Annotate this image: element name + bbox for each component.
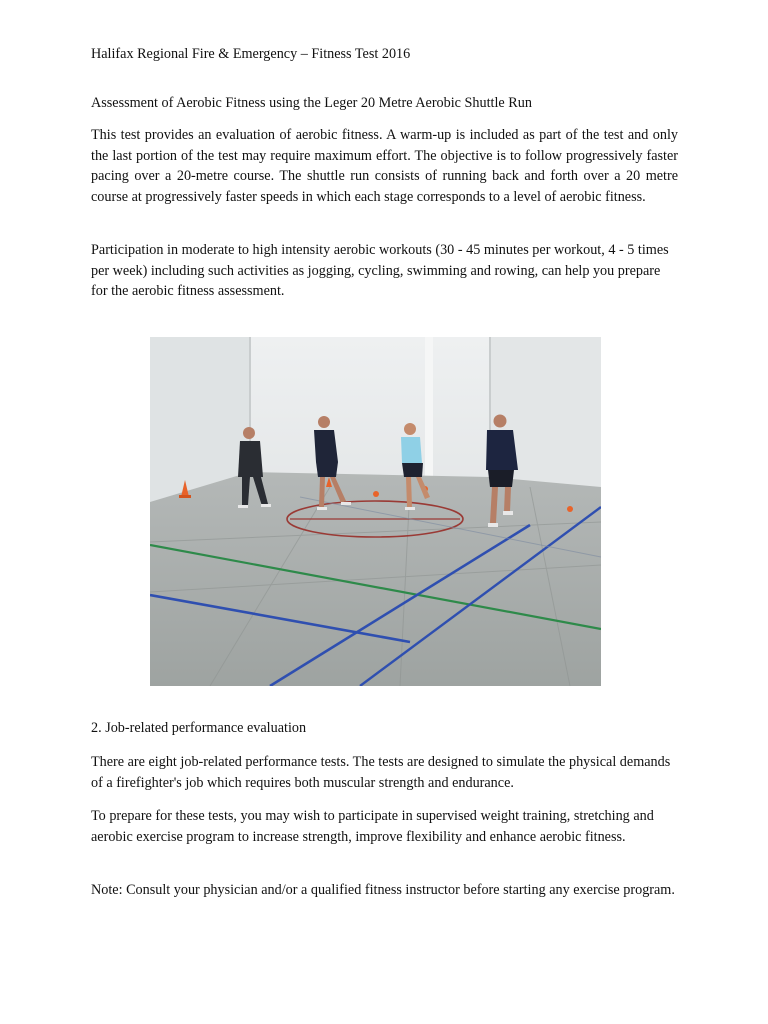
page-header: Halifax Regional Fire & Emergency – Fitness Test 2016 — [91, 46, 411, 62]
paragraph-aerobic-preparation: Participation in moderate to high intensity aerobic workouts (30 - 45 minutes per workout, 4 - 5 times per week) including such activities as jogging, cycling, swimming and rowing, can help you prepare for the aerobic fitness assessment. — [91, 242, 669, 300]
shuttle-run-photo — [150, 337, 601, 686]
paragraph-job-tests: There are eight job-related performance tests. The tests are designed to simulate the physical demands of a firefighter's job which requires both muscular strength and endurance. — [91, 754, 671, 791]
paragraph-preparation-program: To prepare for these tests, you may wish to participate in supervised weight training, stretching and aerobic exercise program to increase strength, improve flexibility and enhance aerobic fitness. — [91, 808, 654, 845]
section-heading-aerobic: Assessment of Aerobic Fitness using the Leger 20 Metre Aerobic Shuttle Run — [91, 95, 532, 111]
section-heading-job-related: 2. Job-related performance evaluation — [91, 720, 307, 736]
paragraph-physician-note: Note: Consult your physician and/or a qualified fitness instructor before starting any exercise program. — [91, 882, 675, 898]
paragraph-shuttle-run-description: This test provides an evaluation of aerobic fitness. A warm-up is included as part of the test and only the last portion of the test may require maximum effort. The objective is to follow progressively faster pacing over a 20-metre course. The shuttle run consists of running back and forth over a 20 metre course at progressively faster speeds in which each stage corresponds to a level of aerobic fitness. — [91, 127, 678, 205]
